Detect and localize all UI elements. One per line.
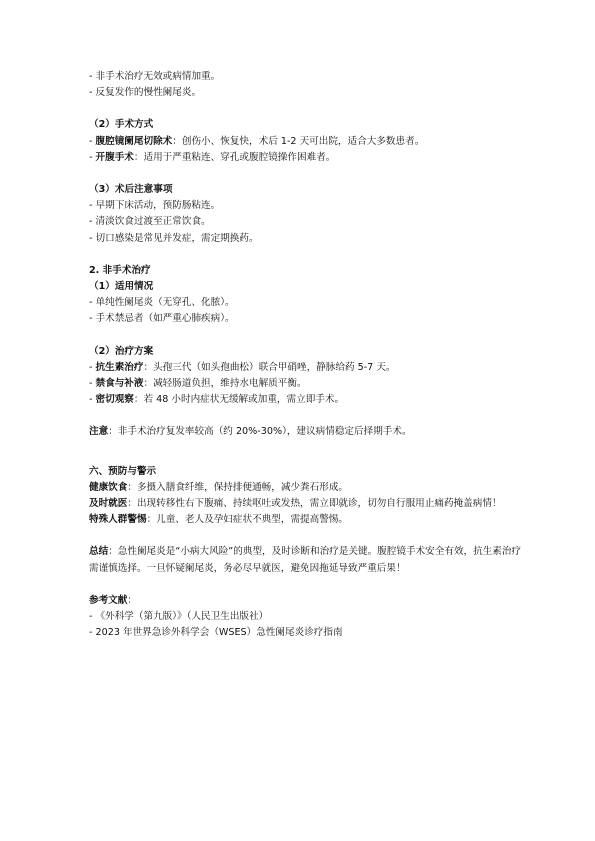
paragraph: [89, 480, 529, 496]
bullet: -: [89, 361, 96, 373]
note-label: 注意: [89, 426, 109, 438]
note-paragraph: [89, 424, 529, 440]
list-item: [89, 392, 529, 408]
list-item: [89, 134, 529, 150]
subsection-heading: （2）治疗方案: [89, 345, 154, 357]
item-text: ：减轻肠道负担，维持水电解质平衡。: [143, 378, 307, 390]
list-item: - 早期下床活动，预防肠粘连。: [89, 200, 221, 212]
item-text: ：儿童、老人及孕妇症状不典型，需提高警惕。: [146, 514, 349, 526]
list-item: - 反复发作的慢性阑尾炎。: [89, 87, 202, 99]
item-label: 腹腔镜阑尾切除术: [95, 135, 173, 147]
item-text: ：多摄入膳食纤维，保持排便通畅，减少粪石形成。: [127, 481, 349, 493]
references-label: 参考文献: [89, 594, 128, 606]
item-label: 抗生素治疗: [95, 361, 144, 373]
paragraph: [89, 496, 529, 512]
bullet: -: [89, 151, 96, 163]
bullet: -: [89, 135, 96, 147]
list-item: - 切口感染是常见并发症，需定期换药。: [89, 232, 259, 244]
item-label: 密切观察: [95, 394, 134, 406]
item-text: ：适用于严重粘连、穿孔或腹腔镜操作困难者。: [133, 151, 336, 163]
subsection-heading: （1）适用情况: [89, 281, 154, 293]
item-text: ：出现转移性右下腹痛、持续呕吐或发热，需立即就诊，切勿自行服用止痛药掩盖病情！: [127, 498, 502, 510]
list-item: - 手术禁忌者（如严重心肺疾病）。: [89, 313, 235, 325]
section-heading: 六、预防与警示: [89, 465, 157, 477]
reference-item: - 《外科学（第九版）》（人民卫生出版社）: [89, 611, 269, 623]
list-item: - 单纯性阑尾炎（无穿孔、化脓）。: [89, 297, 235, 309]
list-item: - 清淡饮食过渡至正常饮食。: [89, 216, 211, 228]
summary-label: 总结: [89, 546, 109, 558]
references-heading: [89, 593, 529, 609]
item-label: 及时就医: [89, 498, 128, 510]
section-heading: 2. 非手术治疗: [89, 264, 151, 276]
section-heading: （2）手术方式: [89, 119, 154, 131]
list-item: [89, 360, 529, 376]
list-item: - 非手术治疗无效或病情加重。: [89, 71, 221, 82]
item-label: 禁食与补液: [95, 378, 144, 390]
summary-text: ：急性阑尾炎是“小病大风险”的典型，及时诊断和治疗是关键。腹腔镜手术安全有效，抗生素治疗需谨慎选择。一旦怀疑阑尾炎，务必尽早就医，避免因拖延导致严重后果！: [89, 546, 522, 574]
section-heading: （3）术后注意事项: [89, 184, 173, 196]
item-label: 开腹手术: [95, 151, 134, 163]
note-text: ：非手术治疗复发率较高（约 20%-30%），建议病情稳定后择期手术。: [108, 426, 412, 438]
list-item: [89, 150, 529, 166]
document-page: [89, 69, 529, 641]
bullet: -: [89, 394, 96, 406]
item-label: 健康饮食: [89, 481, 128, 493]
item-label: 特殊人群警惕: [89, 514, 147, 526]
summary-paragraph: [89, 544, 529, 576]
references-colon: ：: [127, 594, 137, 606]
item-text: ：创伤小、恢复快，术后 1-2 天可出院，适合大多数患者。: [172, 135, 425, 147]
bullet: -: [89, 378, 96, 390]
list-item: [89, 376, 529, 392]
item-text: ：若 48 小时内症状无缓解或加重，需立即手术。: [133, 394, 345, 406]
reference-item: - 2023 年世界急诊外科学会（WSES）急性阑尾炎诊疗指南: [89, 627, 343, 639]
paragraph: [89, 512, 529, 528]
item-text: ：头孢三代（如头孢曲松）联合甲硝唑，静脉给药 5-7 天。: [143, 361, 396, 373]
